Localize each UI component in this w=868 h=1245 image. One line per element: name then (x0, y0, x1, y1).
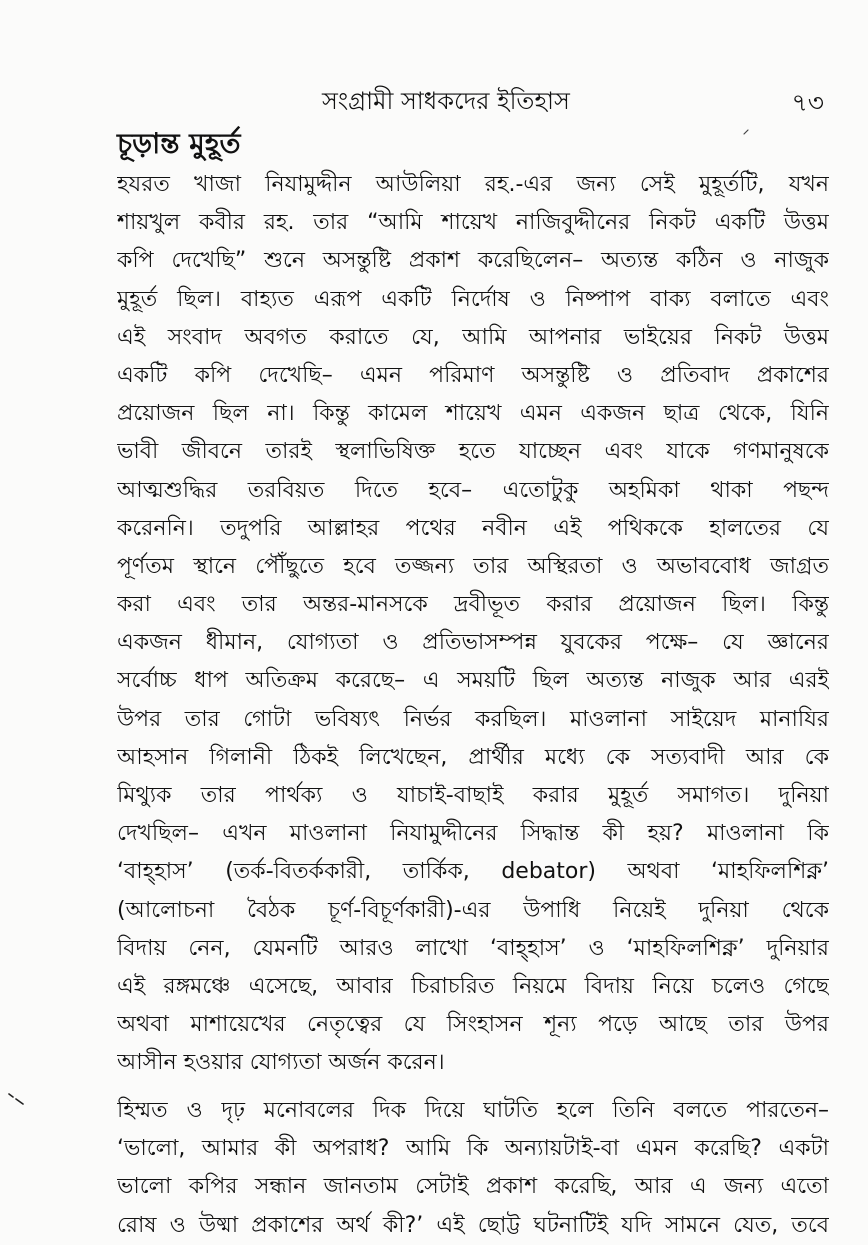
paragraph-1-line-15: উপর তার গোটা ভবিষ্যৎ নির্ভর করছিল। মাওলানা সাইয়েদ মানাযির (117, 706, 829, 732)
paragraph-1-line-19: ‘বাহ্হাস’ (তর্ক-বিতর্ককারী, তার্কিক, debator) অথবা ‘মাহফিলশিক্ন’ (117, 859, 829, 885)
page-number: ৭৩ (791, 88, 824, 117)
paragraph-1-line-7: প্রয়োজন ছিল না। কিন্তু কামেল শায়েখ এমন একজন ছাত্র থেকে, যিনি (117, 401, 829, 427)
margin-tick-mark-icon (8, 1093, 25, 1105)
paragraph-1-line-13: একজন ধীমান, যোগ্যতা ও প্রতিভাসম্পন্ন যুবকের পক্ষে– যে জ্ঞানের (117, 630, 829, 656)
paragraph-2-line-3: ভালো কপির সন্ধান জানতাম সেটাই প্রকাশ করেছি, আর এ জন্য এতো (117, 1174, 829, 1200)
paragraph-1-line-2: শায়খুল কবীর রহ. তার “আমি শায়েখ নাজিবুদ্দীনের নিকট একটি উত্তম (117, 210, 829, 236)
paragraph-1-line-17: মিথ্যুক তার পার্থক্য ও যাচাই-বাছাই করার মুহূর্ত সমাগত। দুনিয়া (117, 783, 829, 808)
paragraph-1-line-1: হযরত খাজা নিযামুদ্দীন আউলিয়া রহ.-এর জন্য সেই মুহূর্তটি, যখন (117, 172, 829, 197)
paragraph-1-line-12: করা এবং তার অন্তর-মানসকে দ্রবীভূত করার প্রয়োজন ছিল। কিন্তু (117, 592, 829, 618)
paragraph-1-line-23: অথবা মাশায়েখের নেতৃত্বের যে সিংহাসন শূন্য পড়ে আছে তার উপর (117, 1012, 829, 1038)
paragraph-2-line-4: রোষ ও উষ্মা প্রকাশের অর্থ কী?’ এই ছোট্ট ঘটনাটিই যদি সামনে যেত, তবে (117, 1212, 829, 1238)
paragraph-1-line-6: একটি কপি দেখেছি– এমন পরিমাণ অসন্তুষ্টি ও প্রতিবাদ প্রকাশের (117, 362, 829, 388)
paragraph-1 (117, 166, 829, 1083)
running-title: সংগ্রামী সাধকদের ইতিহাস (322, 87, 570, 115)
paragraph-1-line-4: মুহূর্ত ছিল। বাহ্যত এরূপ একটি নির্দোষ ও নিষ্পাপ বাক্য বলাতে এবং (117, 286, 829, 312)
paragraph-2 (117, 1092, 829, 1245)
paragraph-1-line-5: এই সংবাদ অবগত করাতে যে, আমি আপনার ভাইয়ের নিকট উত্তম (117, 324, 829, 350)
paragraph-1-line-11: পূর্ণতম স্থানে পৌঁছুতে হবে তজ্জন্য তার অস্থিরতা ও অভাববোধ জাগ্রত (117, 553, 829, 579)
paragraph-1-line-22: এই রঙ্গমঞ্চে এসেছে, আবার চিরাচরিত নিয়মে বিদায় নিয়ে চলেও গেছে (117, 973, 829, 999)
paragraph-1-line-10: করেননি। তদুপরি আল্লাহর পথের নবীন এই পথিককে হালতের যে (117, 515, 829, 541)
paragraph-1-line-20: (আলোচনা বৈঠক চূর্ণ-বিচূর্ণকারী)-এর উপাধি নিয়েই দুনিয়া থেকে (117, 897, 829, 923)
paragraph-2-line-1: হিম্মত ও দৃঢ় মনোবলের দিক দিয়ে ঘাটতি হলে তিনি বলতে পারতেন– (117, 1098, 829, 1123)
paragraph-2-line-2: ‘ভালো, আমার কী অপরাধ? আমি কি অন্যায়টাই-বা এমন করেছি? একটা (117, 1136, 829, 1162)
paragraph-1-line-3: কপি দেখেছি” শুনে অসন্তুষ্টি প্রকাশ করেছিলেন– অত্যন্ত কঠিন ও নাজুক (117, 248, 829, 274)
paragraph-1-line-18: দেখছিল– এখন মাওলানা নিযামুদ্দীনের সিদ্ধান্ত কী হয়? মাওলানা কি (117, 821, 829, 847)
paragraph-1-line-8: ভাবী জীবনে তারই স্থলাভিষিক্ত হতে যাচ্ছেন এবং যাকে গণমানুষকে (117, 439, 829, 465)
paragraph-1-line-14: সর্বোচ্চ ধাপ অতিক্রম করেছে– এ সময়টি ছিল অত্যন্ত নাজুক আর এরই (117, 668, 829, 694)
paragraph-1-line-16: আহসান গিলানী ঠিকই লিখেছেন, প্রার্থীর মধ্যে কে সত্যবাদী আর কে (117, 744, 829, 770)
paragraph-1-line-24: আসীন হওয়ার যোগ্যতা অর্জন করেন। (117, 1050, 445, 1076)
dust-speck-icon (743, 129, 749, 135)
paragraph-1-line-9: আত্মশুদ্ধির তরবিয়ত দিতে হবে– এতোটুকু অহমিকা থাকা পছন্দ (117, 477, 829, 503)
paragraph-1-line-21: বিদায় নেন, যেমনটি আরও লাখো ‘বাহ্হাস’ ও ‘মাহফিলশিক্ন’ দুনিয়ার (117, 935, 829, 961)
page-header (112, 86, 824, 122)
section-heading: চূড়ান্ত মুহূর্ত (117, 127, 241, 160)
